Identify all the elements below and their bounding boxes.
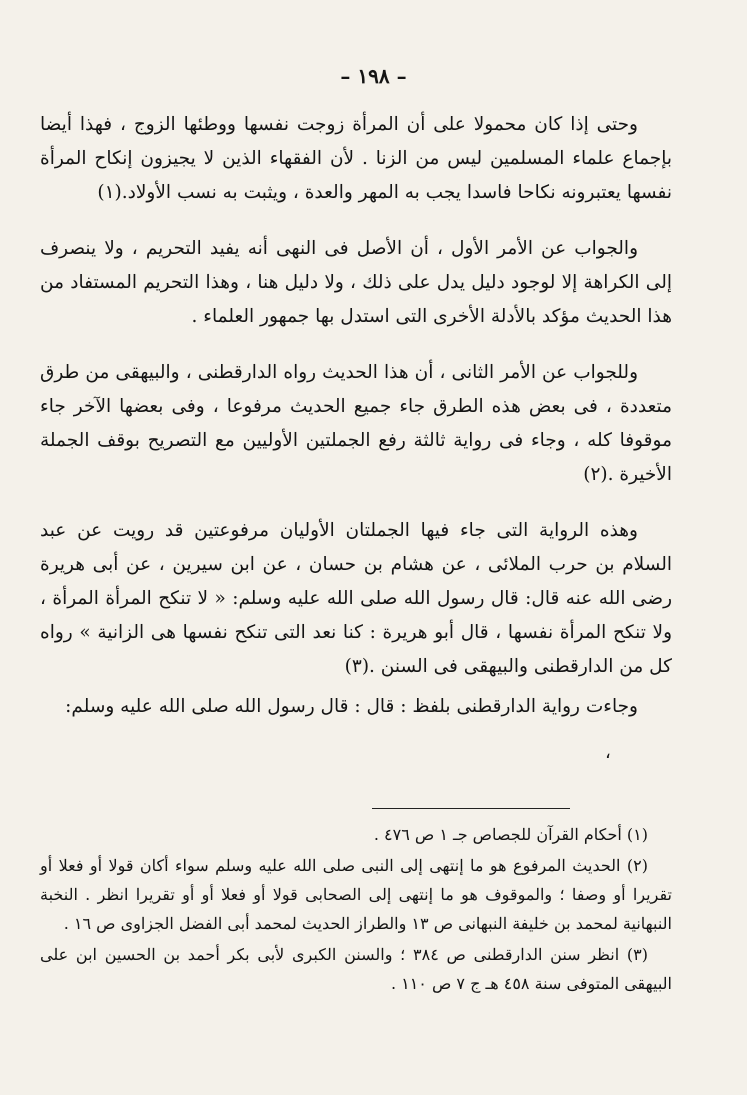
- paragraph-4: وهذه الرواية التى جاء فيها الجملتان الأوليان مرفوعتين قد رويت عن عبد السلام بن حرب الملائى ، عن هشام بن حسان ، عن ابن سيرين ، عن أبى هريرة رضى الله عنه قال: قال رسول الله صلى الله عليه وسلم: « لا تنكح المرأة المرأة ، ولا تنكح المرأة نفسها ، قال أبو هريرة : كنا نعد التى تنكح نفسها هى الزانية » رواه كل من الدارقطنى والبيهقى فى السنن .(٣): [40, 520, 672, 677]
- paragraph-5: وجاءت رواية الدارقطنى بلفظ : قال : قال رسول الله صلى الله عليه وسلم:: [65, 696, 638, 717]
- footnote-3: (٣) انظر سنن الدارقطنى ص ٣٨٤ ؛ والسنن الكبرى لأبى بكر أحمد بن الحسين ابن على البيهقى المتوفى سنة ٤٥٨ هـ ج ٧ ص ١١٠ .: [40, 945, 672, 993]
- footnote-2: (٢) الحديث المرفوع هو ما إنتهى إلى النبى صلى الله عليه وسلم سواء أكان قولا أو فعلا أو تقريرا أو وصفا ؛ والموقوف هو ما إنتهى إلى الصحابى قولا أو فعلا أو أو تقريرا انظر . النخبة النبهانية لمحمد بن خليفة النبهانى ص ١٣ والطراز الحديث لمحمد أبى الفضل الجزاوى ص ١٦ .: [40, 856, 672, 933]
- main-text: [40, 108, 672, 746]
- paragraph-2: والجواب عن الأمر الأول ، أن الأصل فى النهى أنه يفيد التحريم ، ولا ينصرف إلى الكراهة إلا لوجود دليل يدل على ذلك ، ولا دليل هنا ، وهذا التحريم المستفاد من هذا الحديث مؤكد بالأدلة الأخرى التى استدل بها جمهور العلماء .: [40, 238, 672, 327]
- footnote-divider: [372, 808, 570, 809]
- footnotes: [40, 820, 672, 1000]
- margin-mark: ،: [605, 742, 611, 763]
- page-number: – ١٩٨ –: [340, 64, 407, 88]
- paragraph-3: وللجواب عن الأمر الثانى ، أن هذا الحديث رواه الدارقطنى ، والبيهقى من طرق متعددة ، فى بعض هذه الطرق جاء جميع الحديث مرفوعا ، وفى بعضها الآخر جاء موقوفا كله ، وجاء فى رواية ثالثة رفع الجملتين الأوليين مع التصريح بوقف الجملة الأخيرة .(٢): [40, 362, 672, 485]
- footnote-1: (١) أحكام القرآن للجصاص جـ ١ ص ٤٧٦ .: [373, 825, 648, 844]
- paragraph-1: وحتى إذا كان محمولا على أن المرأة زوجت نفسها ووطئها الزوج ، فهذا أيضا بإجماع علماء المسلمين ليس من الزنا . لأن الفقهاء الذين لا يجيزون إنكاح المرأة نفسها يعتبرونه نكاحا فاسدا يجب به المهر والعدة ، ويثبت به نسب الأولاد.(١): [40, 114, 672, 203]
